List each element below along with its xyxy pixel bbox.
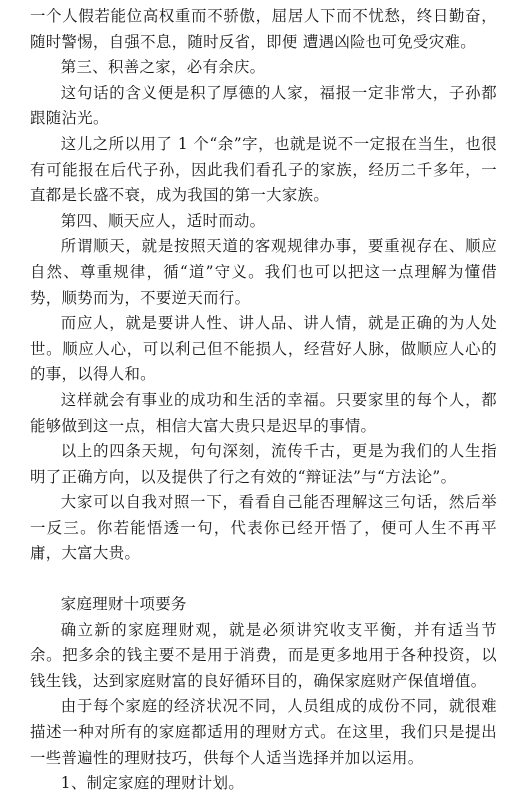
- section-spacer: [30, 567, 497, 592]
- section-family-finance: [30, 592, 497, 797]
- paragraph: 以上的四条天规，句句深刻，流传千古，更是为我们的人生指明了正确方向，以及提供了行之有效的“辩证法”与“方法论”。: [30, 442, 497, 486]
- paragraph: 大家可以自我对照一下，看看自己能否理解这三句话，然后举一反三。你若能悟透一句，代表你已经开悟了，便可人生不再平庸，大富大贵。: [30, 493, 497, 563]
- paragraph: 1、制定家庭的理财计划。: [60, 774, 245, 793]
- paragraph: 这儿之所以用了 1 个“余”字，也就是说不一定报在当生，也很有可能报在后代子孙，因此我们看孔子的家族，经历二千多年，一直都是长盛不衰，成为我国的第一大家族。: [30, 134, 497, 205]
- paragraph: 由于每个家庭的经济状况不同，人员组成的成份不同，就很难描述一种对所有的家庭都适用的理财方式。在这里，我们只是提出一些普遍性的理财技巧，供每个人适当选择并加以运用。: [30, 697, 497, 767]
- paragraph: 一个人假若能位高权重而不骄傲，屈居人下而不忧愁，终日勤奋，随时警惕，自强不息，随时反省，即便 遭遇凶险也可免受灾难。: [30, 7, 497, 51]
- paragraph: 这样就会有事业的成功和生活的幸福。只要家里的每个人，都能够做到这一点，相信大富大贵只是迟早的事情。: [30, 390, 497, 435]
- paragraph: 第三、积善之家，必有余庆。: [60, 58, 266, 77]
- paragraph: 第四、顺天应人，适时而动。: [60, 211, 266, 230]
- paragraph: 所谓顺天，就是按照天道的客观规律办事，要重视存在、顺应自然、尊重规律，循“道”守义。我们也可以把这一点理解为懂借势，顺势而为，不要逆天而行。: [30, 237, 497, 307]
- section-title: 家庭理财十项要务: [60, 595, 187, 614]
- paragraph: 确立新的家庭理财观，就是必须讲究收支平衡，并有适当节余。把多余的钱主要不是用于消费，而是更多地用于各种投资，以钱生钱，达到家庭财富的良好循环目的，确保家庭财产保值增值。: [30, 620, 497, 690]
- paragraph: 而应人，就是要讲人性、讲人品、讲人情，就是正确的为人处世。顺应人心，可以利己但不能损人，经营好人脉，做顺应人心的的事，以得人和。: [30, 314, 497, 384]
- body-text-top: [30, 4, 497, 567]
- paragraph: 这句话的含义便是积了厚德的人家，福报一定非常大，子孙都跟随沾光。: [30, 83, 497, 128]
